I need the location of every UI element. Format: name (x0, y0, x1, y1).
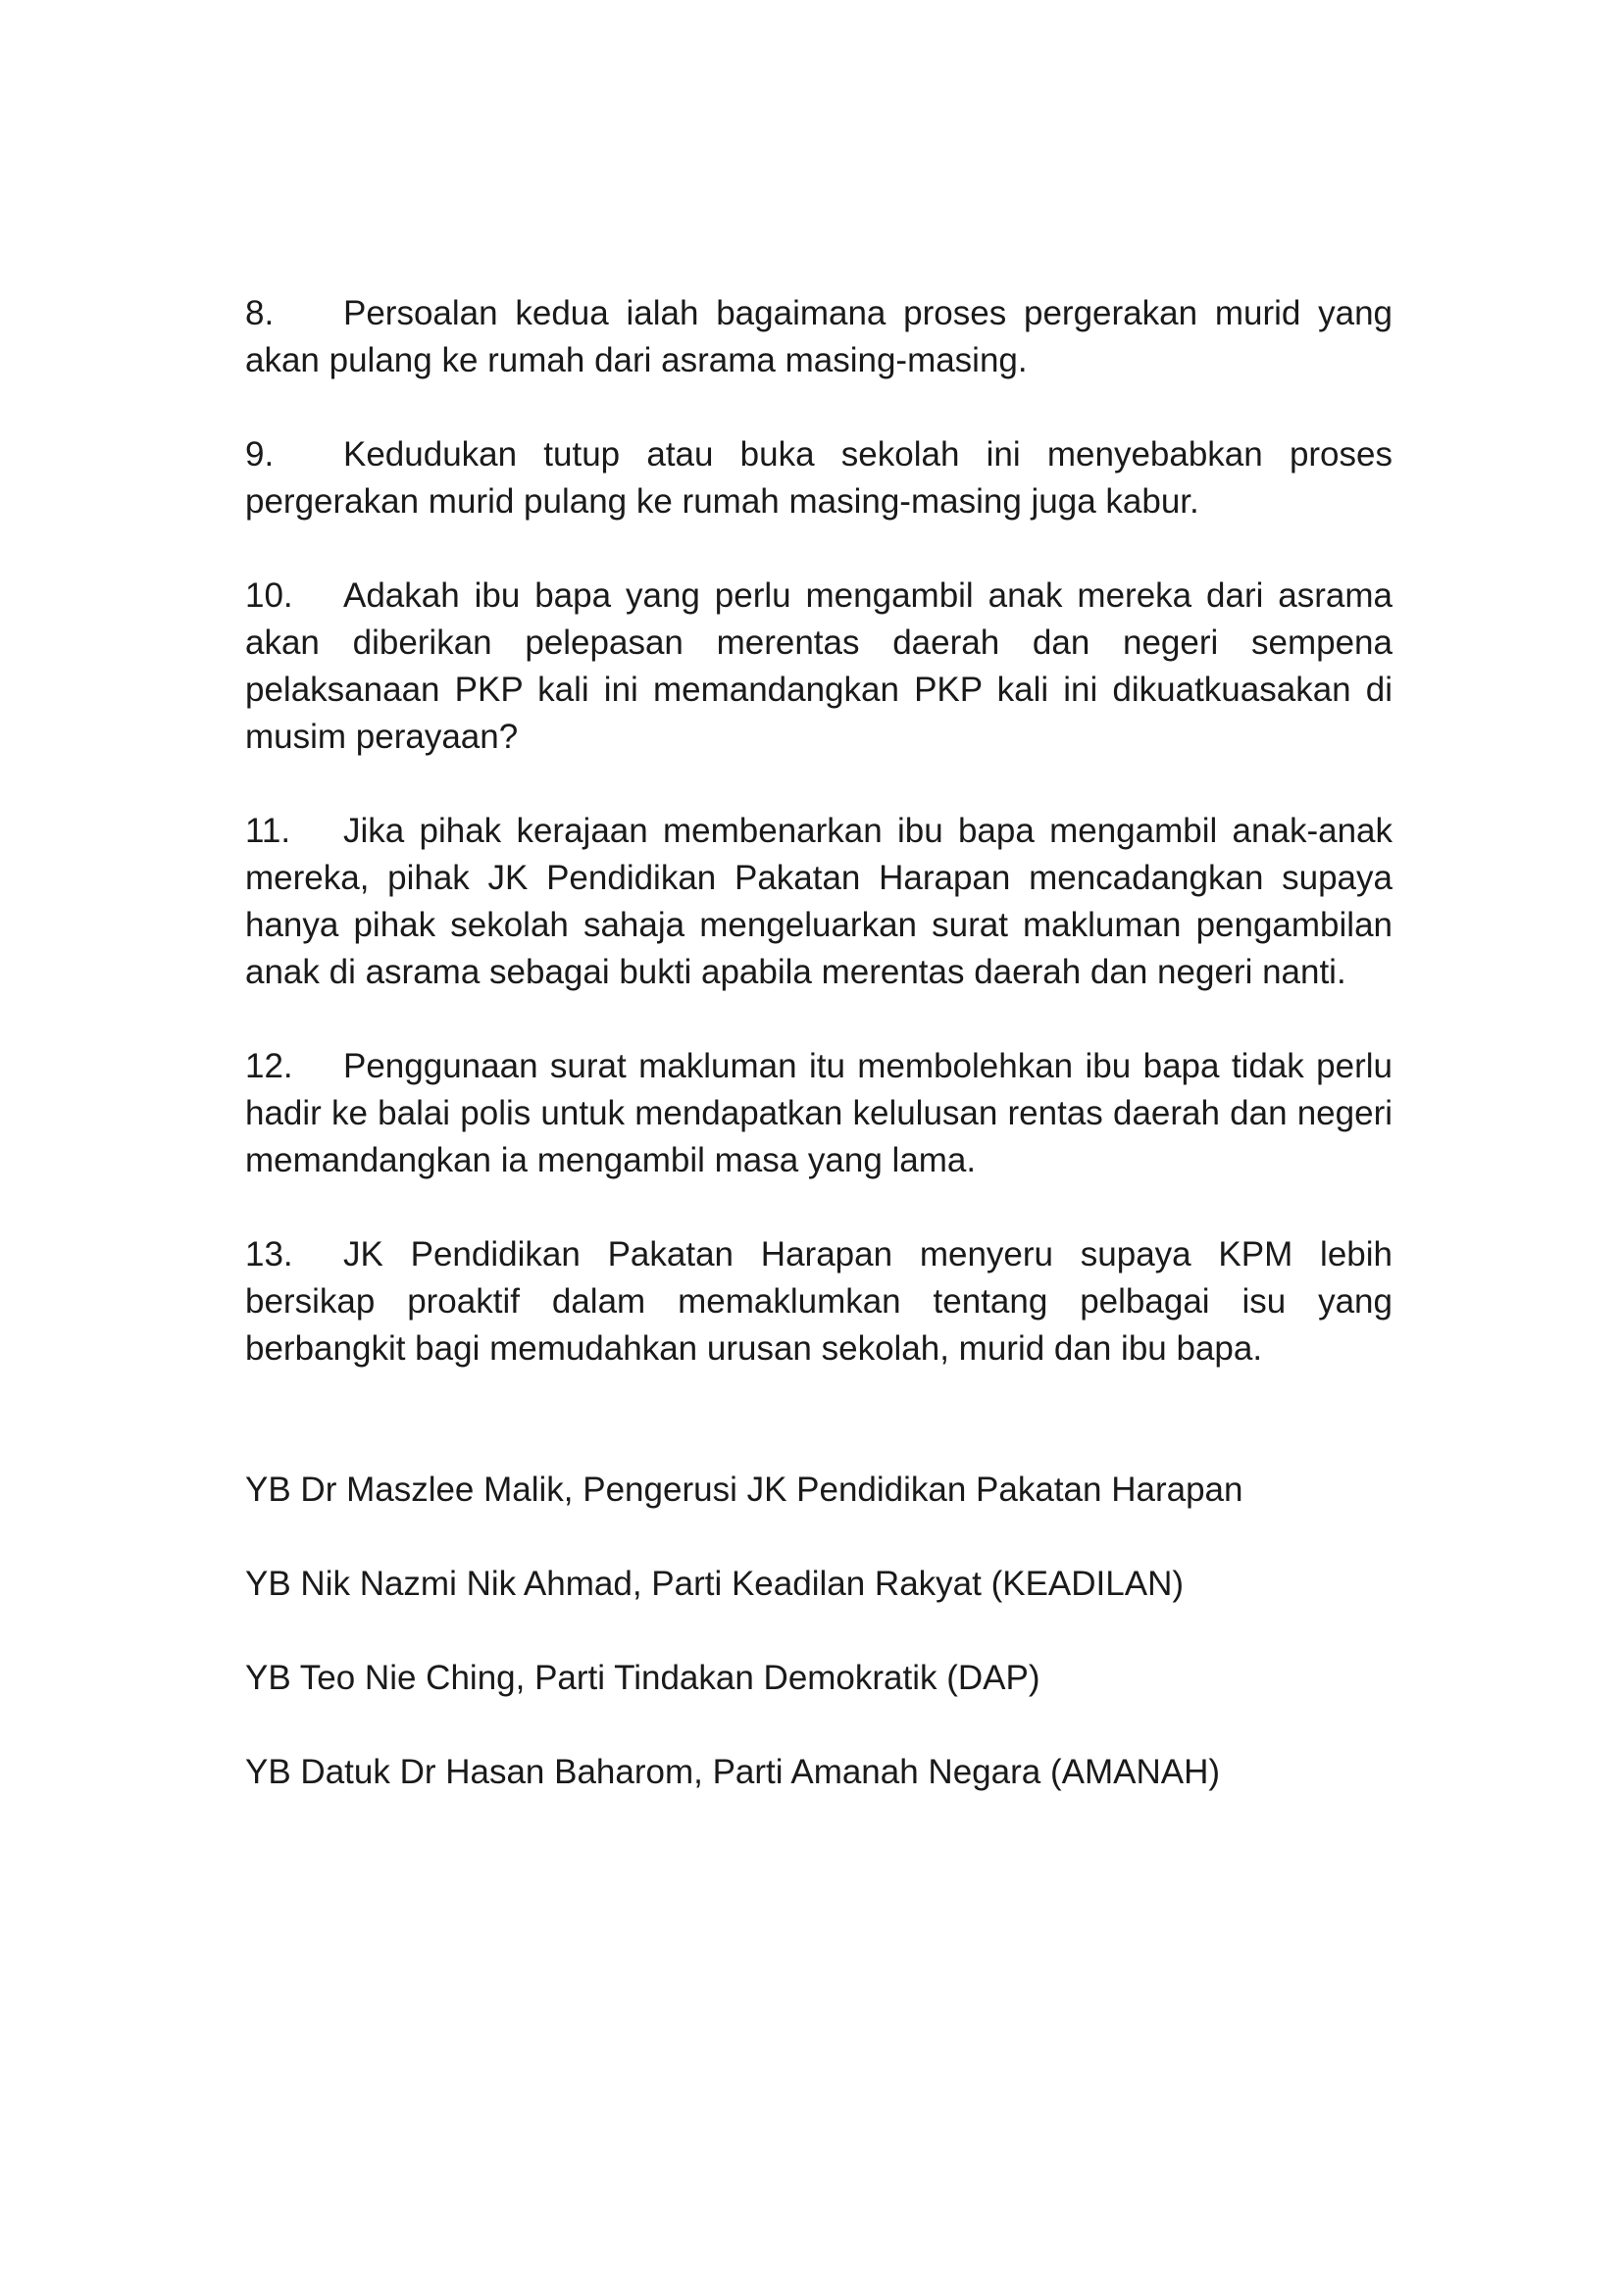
signatory-list (245, 1467, 1393, 1796)
paragraph-text: Penggunaan surat makluman itu membolehkan ibu bapa tidak perlu hadir ke balai polis untuk mendapatkan kelulusan rentas daerah dan negeri memandangkan ia mengambil masa yang lama. (245, 1047, 1393, 1179)
paragraph-number: 11. (245, 812, 291, 850)
paragraph-10 (245, 573, 1393, 761)
paragraph-number: 12. (245, 1047, 293, 1085)
paragraph-9 (245, 431, 1393, 525)
signatory-maszlee: YB Dr Maszlee Malik, Pengerusi JK Pendidikan Pakatan Harapan (245, 1471, 1243, 1509)
paragraph-13 (245, 1231, 1393, 1373)
signatory-nik-nazmi: YB Nik Nazmi Nik Ahmad, Parti Keadilan Rakyat (KEADILAN) (245, 1565, 1184, 1603)
paragraph-12 (245, 1043, 1393, 1184)
paragraph-11 (245, 808, 1393, 996)
paragraph-text: Kedudukan tutup atau buka sekolah ini menyebabkan proses pergerakan murid pulang ke rumah masing-masing juga kabur. (245, 435, 1393, 521)
paragraph-number: 9. (245, 435, 275, 474)
document-page (245, 290, 1393, 1843)
paragraph-number: 13. (245, 1235, 293, 1273)
paragraph-text: Jika pihak kerajaan membenarkan ibu bapa mengambil anak-anak mereka, pihak JK Pendidikan Pakatan Harapan mencadangkan supaya hanya pihak sekolah sahaja mengeluarkan surat makluman pengambilan anak di asrama sebagai bukti apabila merentas daerah dan negeri nanti. (245, 812, 1393, 991)
signatory-hasan-baharom: YB Datuk Dr Hasan Baharom, Parti Amanah Negara (AMANAH) (245, 1753, 1220, 1791)
paragraph-number: 10. (245, 576, 293, 615)
paragraph-8 (245, 290, 1393, 384)
paragraph-text: JK Pendidikan Pakatan Harapan menyeru supaya KPM lebih bersikap proaktif dalam memaklumkan tentang pelbagai isu yang berbangkit bagi memudahkan urusan sekolah, murid dan ibu bapa. (245, 1235, 1393, 1368)
paragraph-text: Adakah ibu bapa yang perlu mengambil anak mereka dari asrama akan diberikan pelepasan merentas daerah dan negeri sempena pelaksanaan PKP kali ini memandangkan PKP kali ini dikuatkuasakan di musim perayaan? (245, 576, 1393, 756)
paragraph-number: 8. (245, 294, 275, 332)
paragraph-text: Persoalan kedua ialah bagaimana proses pergerakan murid yang akan pulang ke rumah dari asrama masing-masing. (245, 294, 1393, 379)
signatory-teo-nie-ching: YB Teo Nie Ching, Parti Tindakan Demokratik (DAP) (245, 1659, 1040, 1697)
